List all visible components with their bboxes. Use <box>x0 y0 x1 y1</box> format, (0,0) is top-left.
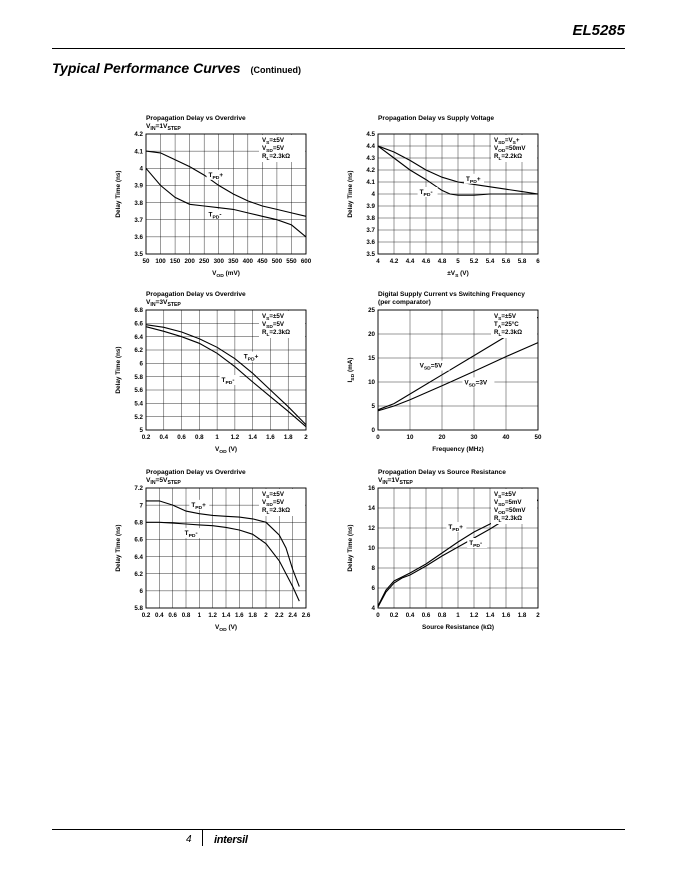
series-label: $V_{SD}=3V$ <box>464 379 488 389</box>
condition-text: $R_L=2.3k\Omega$ <box>262 153 291 162</box>
condition-text: $V_{OD}=50mV$ <box>494 145 526 154</box>
y-tick-label: 3.5 <box>366 251 375 259</box>
condition-text: $V_S=\pm 5V$ <box>262 491 284 500</box>
y-tick-label: 20 <box>368 331 375 339</box>
x-tick-label: 1.8 <box>283 434 293 441</box>
series-label: $T_{PD}-$ <box>419 189 433 198</box>
x-tick-label: 1.6 <box>235 612 244 619</box>
x-tick-label: 300 <box>213 258 224 265</box>
x-tick-label: 2.2 <box>275 612 284 619</box>
chart-delay-vs-overdrive-5v <box>110 466 360 646</box>
y-tick-label: 4 <box>371 191 375 199</box>
series-label: $T_{PD}-$ <box>469 540 483 549</box>
x-tick-label: 1.6 <box>266 434 275 441</box>
x-tick-label: 5.6 <box>501 258 511 265</box>
x-tick-label: 2.6 <box>301 612 311 619</box>
x-tick-label: 0.6 <box>177 434 186 441</box>
y-tick-label: 3.8 <box>134 199 143 207</box>
y-tick-label: 3.9 <box>134 182 143 190</box>
condition-text: $V_S=\pm 5V$ <box>494 491 516 500</box>
y-tick-label: 6.2 <box>134 347 143 355</box>
series-label: $T_{PD}+$ <box>243 353 259 363</box>
x-tick-label: 2 <box>304 434 308 441</box>
y-tick-label: 6.4 <box>134 333 143 341</box>
y-tick-label: 7.2 <box>134 485 143 493</box>
condition-text: $V_{SD}=5V$ <box>262 321 285 330</box>
header-rule <box>52 48 625 49</box>
chart-subtitle: (per comparator) <box>378 299 431 306</box>
y-tick-label: 3.7 <box>134 216 143 224</box>
x-tick-label: 1.8 <box>248 612 257 619</box>
series-line-1 <box>146 522 299 601</box>
chart-subtitle: $V_{IN}=5V_{STEP}$ <box>146 477 181 486</box>
y-tick-label: 3.7 <box>366 227 375 235</box>
y-tick-label: 6.6 <box>134 536 143 544</box>
x-tick-label: 1.4 <box>221 612 231 619</box>
chart-title: Propagation Delay vs Source Resistance <box>378 469 506 476</box>
x-axis-label: Source Resistance (kΩ) <box>422 624 494 631</box>
x-axis-label: $V_{OD}$ (V) <box>214 624 238 633</box>
condition-text: $V_{SD}=5mV$ <box>494 499 522 508</box>
condition-text: $V_S=\pm 5V$ <box>262 313 284 322</box>
y-tick-label: 5.8 <box>134 373 143 381</box>
x-tick-label: 40 <box>502 434 510 441</box>
chart-supply-current-vs-frequency <box>342 288 592 468</box>
y-tick-label: 4.4 <box>366 143 375 151</box>
x-tick-label: 5.8 <box>517 258 527 265</box>
y-tick-label: 3.6 <box>366 239 375 247</box>
y-tick-label: 25 <box>368 307 375 315</box>
x-axis-label: Frequency (MHz) <box>432 446 484 453</box>
footer-rule <box>52 829 625 830</box>
condition-text: $V_{SD}=V_S+$ <box>494 137 520 146</box>
y-tick-label: 6.8 <box>134 307 143 315</box>
condition-text: $R_L=2.2k\Omega$ <box>494 153 523 162</box>
x-tick-label: 4.8 <box>437 258 447 265</box>
x-tick-label: 0.4 <box>155 612 164 619</box>
x-tick-label: 0.8 <box>195 434 204 441</box>
condition-text: $T_A=25^\circ C$ <box>494 321 519 330</box>
x-tick-label: 100 <box>155 258 166 265</box>
chart-delay-vs-overdrive-3v <box>110 288 360 468</box>
x-tick-label: 4 <box>376 258 380 265</box>
x-tick-label: 0.2 <box>389 612 399 619</box>
section-title-text: Typical Performance Curves <box>52 60 241 76</box>
x-tick-label: 500 <box>271 258 283 265</box>
y-tick-label: 5 <box>139 427 143 435</box>
x-tick-label: 0.6 <box>421 612 431 619</box>
y-tick-label: 6 <box>139 588 143 596</box>
series-label: $V_{SD}=5V$ <box>419 362 443 372</box>
y-tick-label: 6 <box>139 360 143 368</box>
x-tick-label: 0 <box>376 612 380 619</box>
series-label: $T_{PD}-$ <box>208 211 222 221</box>
chart-subtitle: $V_{IN}=1V_{STEP}$ <box>146 123 181 132</box>
y-tick-label: 6.4 <box>134 553 143 561</box>
y-tick-label: 3.8 <box>366 215 375 223</box>
series-label: $T_{PD}+$ <box>448 524 463 533</box>
y-tick-label: 4.1 <box>366 179 375 187</box>
condition-text: $R_L=2.3k\Omega$ <box>494 329 523 338</box>
x-tick-label: 1.4 <box>248 434 257 441</box>
section-subtitle: (Continued) <box>250 65 301 75</box>
series-label: $T_{PD}+$ <box>466 175 481 185</box>
y-axis-label: Delay Time (ns) <box>115 346 122 394</box>
y-axis-label: Delay Time (ns) <box>347 170 354 218</box>
y-tick-label: 5.4 <box>134 400 143 408</box>
chart-subtitle: $V_{IN}=1V_{STEP}$ <box>378 477 413 486</box>
x-tick-label: 0.2 <box>141 434 151 441</box>
y-tick-label: 6.6 <box>134 320 143 328</box>
y-tick-label: 5.6 <box>134 387 143 395</box>
y-axis-label: Delay Time (ns) <box>115 524 122 572</box>
x-tick-label: 1.2 <box>230 434 240 441</box>
x-tick-label: 400 <box>242 258 253 265</box>
x-tick-label: 2.4 <box>288 612 297 619</box>
x-tick-label: 0.4 <box>405 612 415 619</box>
x-tick-label: 4.2 <box>389 258 399 265</box>
x-tick-label: 30 <box>470 434 478 441</box>
x-tick-label: 1 <box>215 434 219 441</box>
y-tick-label: 6.8 <box>134 519 143 527</box>
x-tick-label: 1.8 <box>517 612 527 619</box>
y-tick-label: 6 <box>371 585 375 593</box>
condition-text: $R_L=2.3k\Omega$ <box>494 515 523 524</box>
y-tick-label: 3.5 <box>134 251 143 259</box>
y-tick-label: 4.3 <box>366 155 375 163</box>
series-label: $T_{PD}-$ <box>184 530 198 540</box>
y-tick-label: 10 <box>368 379 375 387</box>
y-tick-label: 4 <box>139 165 143 173</box>
x-tick-label: 0.8 <box>437 612 447 619</box>
y-tick-label: 4.2 <box>134 131 143 139</box>
chart-title: Propagation Delay vs Overdrive <box>146 115 246 122</box>
y-tick-label: 3.9 <box>366 203 375 211</box>
x-tick-label: 1.2 <box>469 612 479 619</box>
x-tick-label: 50 <box>534 434 542 441</box>
y-tick-label: 12 <box>368 525 375 533</box>
y-axis-label: $I_{SD}$ (mA) <box>347 357 356 383</box>
chart-title: Propagation Delay vs Supply Voltage <box>378 115 495 122</box>
x-tick-label: 5 <box>456 258 460 265</box>
x-axis-label: $V_{OD}$ (mV) <box>212 270 240 279</box>
x-tick-label: 4.4 <box>405 258 415 265</box>
x-tick-label: 2 <box>264 612 268 619</box>
y-tick-label: 4.1 <box>134 148 143 156</box>
y-tick-label: 14 <box>368 505 375 513</box>
x-tick-label: 350 <box>228 258 239 265</box>
condition-text: $V_{SD}=5V$ <box>262 145 285 154</box>
x-tick-label: 200 <box>184 258 195 265</box>
y-axis-label: Delay Time (ns) <box>347 524 354 572</box>
y-tick-label: 0 <box>371 427 375 435</box>
y-tick-label: 5 <box>371 403 375 411</box>
x-tick-label: 5.4 <box>485 258 495 265</box>
x-tick-label: 0 <box>376 434 380 441</box>
x-tick-label: 1.6 <box>501 612 511 619</box>
x-axis-label: $\pm V_S$ (V) <box>447 270 469 279</box>
x-tick-label: 600 <box>300 258 312 265</box>
condition-text: $V_S=\pm 5V$ <box>262 137 284 146</box>
x-tick-label: 1 <box>197 612 202 619</box>
y-tick-label: 15 <box>368 355 375 363</box>
x-tick-label: 4.6 <box>421 258 431 265</box>
series-line-1 <box>378 343 538 411</box>
x-tick-label: 6 <box>536 258 540 265</box>
x-tick-label: 1.2 <box>208 612 217 619</box>
y-tick-label: 4.2 <box>366 167 375 175</box>
chart-subtitle: $V_{IN}=3V_{STEP}$ <box>146 299 181 308</box>
y-tick-label: 7 <box>139 502 143 510</box>
section-title <box>52 60 301 76</box>
page-number: 4 <box>186 834 192 845</box>
x-tick-label: 1 <box>456 612 460 619</box>
x-tick-label: 20 <box>438 434 446 441</box>
chart-delay-vs-source-resistance <box>342 466 592 646</box>
x-tick-label: 2 <box>536 612 540 619</box>
condition-text: $V_S=\pm 5V$ <box>494 313 516 322</box>
footer-separator <box>202 830 203 846</box>
x-tick-label: 450 <box>257 258 268 265</box>
x-tick-label: 0.4 <box>159 434 169 441</box>
x-axis-label: $V_{OD}$ (V) <box>214 446 238 455</box>
y-axis-label: Delay Time (ns) <box>115 170 122 218</box>
x-tick-label: 550 <box>286 258 297 265</box>
y-tick-label: 5.2 <box>134 413 143 421</box>
y-tick-label: 10 <box>368 545 375 553</box>
series-label: $T_{PD}-$ <box>221 377 235 386</box>
x-tick-label: 1.4 <box>485 612 495 619</box>
intersil-logo: intersil <box>214 834 248 846</box>
y-tick-label: 5.8 <box>134 605 143 613</box>
chart-title: Propagation Delay vs Overdrive <box>146 469 246 476</box>
condition-text: $R_L=2.3k\Omega$ <box>262 507 291 516</box>
series-label: $T_{PD}+$ <box>208 171 224 181</box>
x-tick-label: 150 <box>169 258 181 265</box>
x-tick-label: 10 <box>406 434 414 441</box>
y-tick-label: 4 <box>371 605 375 613</box>
series-line-0 <box>146 325 306 425</box>
x-tick-label: 0.6 <box>168 612 177 619</box>
document-title: EL5285 <box>572 22 625 39</box>
y-tick-label: 6.2 <box>134 570 143 578</box>
x-tick-label: 0.2 <box>141 612 151 619</box>
chart-title: Digital Supply Current vs Switching Frequency <box>378 291 525 298</box>
y-tick-label: 3.6 <box>134 234 143 242</box>
series-label: $T_{PD}+$ <box>191 501 206 511</box>
condition-text: $V_{SD}=5V$ <box>262 499 285 508</box>
chart-delay-vs-overdrive-1v <box>110 112 360 292</box>
chart-title: Propagation Delay vs Overdrive <box>146 291 246 298</box>
condition-text: $R_L=2.3k\Omega$ <box>262 329 291 338</box>
chart-delay-vs-supply-voltage <box>342 112 592 292</box>
y-tick-label: 4.5 <box>366 131 375 139</box>
x-tick-label: 5.2 <box>469 258 479 265</box>
y-tick-label: 8 <box>371 565 375 573</box>
x-tick-label: 250 <box>199 258 210 265</box>
y-tick-label: 16 <box>368 485 375 493</box>
x-tick-label: 0.8 <box>181 612 191 619</box>
condition-text: $V_{OD}=50mV$ <box>494 507 526 516</box>
x-tick-label: 50 <box>142 258 150 265</box>
